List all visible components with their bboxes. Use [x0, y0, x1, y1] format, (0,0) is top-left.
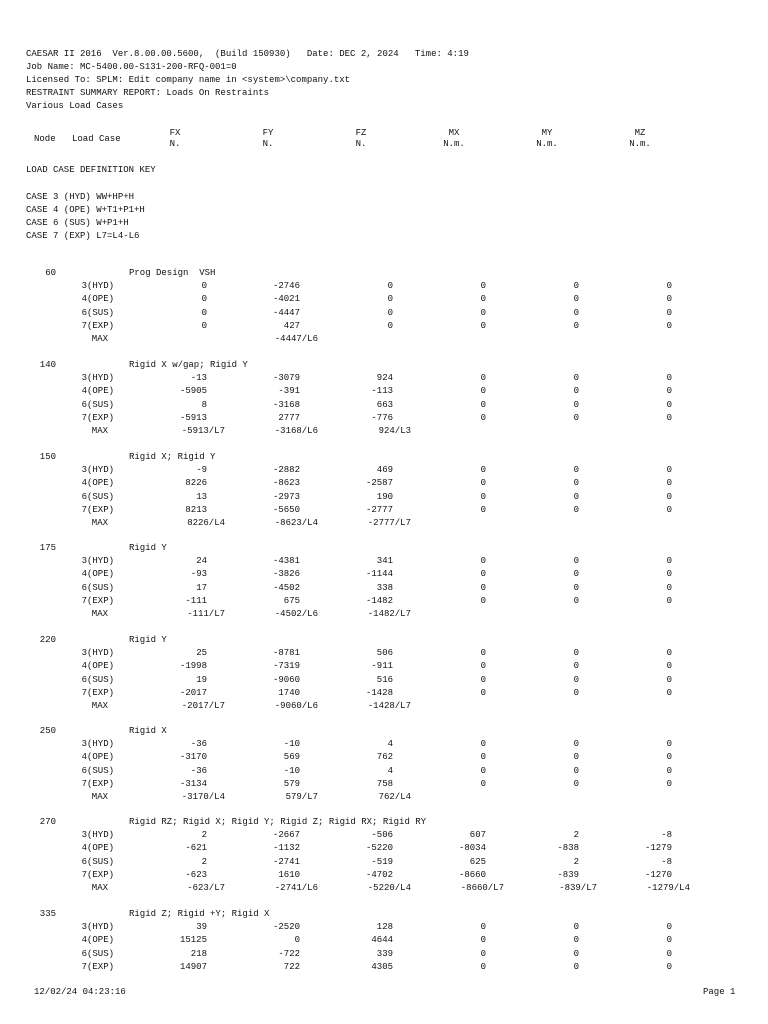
load-value: -911: [371, 661, 393, 672]
load-value: 0: [573, 661, 579, 672]
load-value: 0: [480, 752, 486, 763]
load-value: 0: [573, 765, 579, 776]
load-value: -838: [557, 843, 579, 854]
load-value: 0: [480, 478, 486, 489]
load-value: -9060: [272, 674, 300, 685]
load-value: -8660/L7: [460, 883, 504, 893]
restraint-type: Rigid X: [129, 726, 167, 736]
load-value: -839: [557, 869, 579, 880]
load-value: 1740: [278, 687, 300, 698]
load-value: 0: [666, 922, 672, 933]
load-case-definition: CASE 7 (EXP) L7=L4-L6: [26, 231, 140, 241]
load-value: 675: [283, 595, 300, 606]
load-value: -621: [185, 843, 207, 854]
load-value: -4502/L6: [274, 609, 318, 619]
load-value: -391: [278, 386, 300, 397]
load-case-label: 6(SUS): [81, 307, 114, 318]
load-value: 516: [376, 674, 393, 685]
report-program-line: CAESAR II 2016 Ver.8.00.00.5600, (Build 150930) Date: DEC 2, 2024 Time: 4:19: [26, 49, 469, 59]
load-value: 338: [376, 582, 393, 593]
load-value: 15125: [179, 935, 207, 946]
load-value: -8: [661, 856, 672, 867]
node-number: 150: [39, 452, 56, 462]
load-value: -2017: [179, 687, 207, 698]
load-value: 2: [573, 856, 579, 867]
load-value: 0: [573, 412, 579, 423]
load-value: -2667: [272, 830, 300, 841]
load-value: 0: [387, 307, 393, 318]
load-value: 0: [480, 491, 486, 502]
load-value: 0: [573, 948, 579, 959]
load-case-definition: CASE 3 (HYD) WW+HP+H: [26, 192, 135, 202]
load-value: 0: [480, 778, 486, 789]
load-value: 663: [376, 399, 393, 410]
restraint-type: Rigid X w/gap; Rigid Y: [129, 360, 248, 370]
load-value: 0: [666, 778, 672, 789]
load-value: -2741/L6: [274, 883, 318, 893]
load-case-label: 4(OPE): [81, 752, 114, 763]
load-value: 218: [190, 948, 207, 959]
load-value: -1144: [365, 569, 393, 580]
load-value: -2882: [272, 465, 300, 476]
load-value: 0: [480, 504, 486, 515]
load-value: 0: [201, 320, 207, 331]
load-value: 8: [201, 399, 207, 410]
max-row-label: MAX: [91, 609, 108, 619]
load-value: -1279/L4: [646, 883, 690, 893]
load-case-label: 4(OPE): [81, 935, 114, 946]
load-value: 0: [480, 687, 486, 698]
node-number: 335: [39, 909, 56, 919]
load-value: 0: [666, 556, 672, 567]
load-value: 0: [573, 674, 579, 685]
load-case-label: 7(EXP): [81, 504, 114, 515]
load-value: 0: [201, 294, 207, 305]
load-value: 607: [469, 830, 486, 841]
load-value: -3168: [272, 399, 300, 410]
column-header-fy: FY: [262, 128, 274, 138]
load-value: 0: [480, 399, 486, 410]
load-value: -8660: [458, 869, 486, 880]
load-value: 0: [294, 935, 300, 946]
load-value: 0: [666, 569, 672, 580]
load-value: -4021: [272, 294, 300, 305]
load-value: -3826: [272, 569, 300, 580]
load-value: 0: [387, 320, 393, 331]
load-value: 469: [376, 465, 393, 476]
load-case-label: 4(OPE): [81, 294, 114, 305]
column-header-mz-unit: N.m.: [629, 139, 651, 149]
restraint-type: Rigid RZ; Rigid X; Rigid Y; Rigid Z; Rigid RX; Rigid RY: [129, 817, 427, 827]
load-value: 0: [573, 648, 579, 659]
load-value: -5650: [272, 504, 300, 515]
load-value: -8623: [272, 478, 300, 489]
load-value: -13: [190, 373, 207, 384]
load-value: 0: [573, 778, 579, 789]
load-value: 190: [376, 491, 393, 502]
load-value: -2973: [272, 491, 300, 502]
restraint-type: Rigid Z; Rigid +Y; Rigid X: [129, 909, 270, 919]
restraint-type: Rigid Y: [129, 543, 167, 553]
load-value: -2520: [272, 922, 300, 933]
load-value: 0: [666, 412, 672, 423]
load-value: 0: [666, 307, 672, 318]
load-value: 19: [196, 674, 207, 685]
load-value: -776: [371, 412, 393, 423]
load-value: 0: [666, 386, 672, 397]
load-value: 0: [480, 582, 486, 593]
load-value: 24: [196, 556, 207, 567]
load-case-label: 4(OPE): [81, 661, 114, 672]
load-value: 2: [201, 830, 207, 841]
load-value: -5913/L7: [181, 426, 225, 436]
load-case-label: 6(SUS): [81, 674, 114, 685]
load-value: 0: [480, 281, 486, 292]
load-value: 0: [480, 307, 486, 318]
load-value: 0: [480, 556, 486, 567]
load-value: 0: [480, 935, 486, 946]
load-case-label: 7(EXP): [81, 869, 114, 880]
load-value: 128: [376, 922, 393, 933]
load-value: -5913: [179, 412, 207, 423]
load-value: 625: [469, 856, 486, 867]
report-title: RESTRAINT SUMMARY REPORT: Loads On Restraints: [26, 88, 270, 98]
load-value: 0: [480, 465, 486, 476]
load-value: 0: [573, 935, 579, 946]
load-value: 0: [666, 935, 672, 946]
load-value: -8623/L4: [274, 518, 318, 528]
load-value: 0: [573, 687, 579, 698]
load-value: 0: [573, 373, 579, 384]
load-case-label: 3(HYD): [81, 922, 114, 933]
load-value: 762: [376, 752, 393, 763]
load-case-label: 4(OPE): [81, 843, 114, 854]
load-value: 0: [573, 752, 579, 763]
load-case-label: 4(OPE): [81, 569, 114, 580]
report-subtitle: Various Load Cases: [26, 101, 124, 111]
load-value: 0: [666, 399, 672, 410]
load-value: 0: [666, 320, 672, 331]
load-value: 0: [573, 294, 579, 305]
load-value: 341: [376, 556, 393, 567]
load-value: 8226/L4: [187, 518, 225, 528]
load-value: 0: [666, 752, 672, 763]
load-value: -3079: [272, 373, 300, 384]
load-case-label: 3(HYD): [81, 373, 114, 384]
column-header-fy-unit: N.: [262, 139, 274, 149]
load-value: 0: [573, 582, 579, 593]
load-value: -8034: [458, 843, 486, 854]
load-value: 0: [666, 294, 672, 305]
load-case-label: 3(HYD): [81, 281, 114, 292]
load-value: 924: [376, 373, 393, 384]
load-value: 0: [666, 961, 672, 972]
load-value: 25: [196, 648, 207, 659]
load-value: 4: [387, 739, 393, 750]
report-license: Licensed To: SPLM: Edit company name in <system>\company.txt: [26, 75, 351, 85]
load-value: 0: [573, 386, 579, 397]
load-value: 0: [666, 465, 672, 476]
load-value: -5220/L4: [367, 883, 411, 893]
load-value: 0: [573, 595, 579, 606]
node-number: 140: [39, 360, 56, 370]
load-value: 2777: [278, 412, 300, 423]
load-value: 0: [573, 320, 579, 331]
load-value: 339: [376, 948, 393, 959]
load-value: 0: [666, 478, 672, 489]
load-value: 0: [480, 412, 486, 423]
load-case-definition: CASE 6 (SUS) W+P1+H: [26, 218, 129, 228]
load-value: -2741: [272, 856, 300, 867]
load-case-label: 6(SUS): [81, 765, 114, 776]
load-value: -722: [278, 948, 300, 959]
load-case-label: 3(HYD): [81, 739, 114, 750]
node-number: 250: [39, 726, 56, 736]
load-value: 4: [387, 765, 393, 776]
load-value: -4502: [272, 582, 300, 593]
load-value: -2777/L7: [367, 518, 411, 528]
load-value: 0: [666, 491, 672, 502]
load-case-label: 3(HYD): [81, 830, 114, 841]
load-value: 0: [480, 674, 486, 685]
node-number: 175: [39, 543, 56, 553]
load-value: -4447: [272, 307, 300, 318]
load-value: 427: [283, 320, 300, 331]
node-number: 270: [39, 817, 56, 827]
load-value: 0: [480, 320, 486, 331]
load-value: 0: [666, 687, 672, 698]
load-value: -2777: [365, 504, 393, 515]
load-value: 0: [573, 922, 579, 933]
load-value: 4644: [371, 935, 393, 946]
load-value: 14907: [179, 961, 207, 972]
column-header-node: Node: [34, 134, 56, 144]
load-value: 2: [573, 830, 579, 841]
load-value: -3170: [179, 752, 207, 763]
load-value: 0: [573, 465, 579, 476]
load-value: 0: [480, 739, 486, 750]
load-value: -2746: [272, 281, 300, 292]
load-value: 0: [573, 556, 579, 567]
load-value: -1998: [179, 661, 207, 672]
load-value: 0: [201, 281, 207, 292]
load-value: 758: [376, 778, 393, 789]
load-case-definition: CASE 4 (OPE) W+T1+P1+H: [26, 205, 145, 215]
load-value: 0: [480, 948, 486, 959]
load-value: 0: [480, 569, 486, 580]
load-value: 0: [666, 504, 672, 515]
column-header-my: MY: [541, 128, 553, 138]
load-value: -9060/L6: [274, 701, 318, 711]
column-header-fz: FZ: [355, 128, 367, 138]
restraint-type: Prog Design VSH: [129, 268, 216, 278]
load-value: -111: [185, 595, 207, 606]
load-value: 13: [196, 491, 207, 502]
load-value: 0: [480, 386, 486, 397]
load-value: 0: [573, 504, 579, 515]
load-value: -113: [371, 386, 393, 397]
load-value: -111/L7: [187, 609, 225, 619]
footer-page-number: Page 1: [703, 987, 736, 997]
column-header-mx: MX: [448, 128, 460, 138]
max-row-label: MAX: [91, 883, 108, 893]
column-header-fz-unit: N.: [355, 139, 367, 149]
load-value: 0: [573, 307, 579, 318]
max-row-label: MAX: [91, 334, 108, 344]
load-case-label: 6(SUS): [81, 399, 114, 410]
load-value: 0: [573, 281, 579, 292]
load-value: -3134: [179, 778, 207, 789]
load-value: -1132: [272, 843, 300, 854]
load-value: -10: [283, 765, 300, 776]
load-case-label: 7(EXP): [81, 412, 114, 423]
load-value: 0: [480, 595, 486, 606]
load-value: 0: [201, 307, 207, 318]
load-value: 0: [387, 281, 393, 292]
load-value: 0: [573, 491, 579, 502]
load-value: 4305: [371, 961, 393, 972]
load-value: -519: [371, 856, 393, 867]
load-value: -7319: [272, 661, 300, 672]
load-value: -5905: [179, 386, 207, 397]
load-value: 0: [573, 961, 579, 972]
load-case-label: 3(HYD): [81, 648, 114, 659]
load-value: 0: [480, 922, 486, 933]
max-row-label: MAX: [91, 426, 108, 436]
load-value: -93: [190, 569, 207, 580]
load-value: 0: [480, 961, 486, 972]
load-value: 2: [201, 856, 207, 867]
load-value: 0: [666, 648, 672, 659]
column-header-mx-unit: N.m.: [443, 139, 465, 149]
load-case-label: 6(SUS): [81, 582, 114, 593]
load-value: -839/L7: [559, 883, 597, 893]
load-value: 0: [666, 281, 672, 292]
load-value: 0: [573, 399, 579, 410]
load-value: -36: [190, 739, 207, 750]
load-case-key-title: LOAD CASE DEFINITION KEY: [26, 165, 156, 175]
load-value: 569: [283, 752, 300, 763]
report-job-name: Job Name: MC-5400.00-S131-200-RFQ-001=0: [26, 62, 237, 72]
load-value: 8213: [185, 504, 207, 515]
load-value: -1482/L7: [367, 609, 411, 619]
max-row-label: MAX: [91, 701, 108, 711]
load-value: 0: [666, 674, 672, 685]
load-value: -8: [661, 830, 672, 841]
load-value: 762/L4: [378, 792, 411, 802]
column-header-fx-unit: N.: [169, 139, 181, 149]
load-value: 722: [283, 961, 300, 972]
load-value: 0: [666, 765, 672, 776]
footer-timestamp: 12/02/24 04:23:16: [34, 987, 126, 997]
load-value: -36: [190, 765, 207, 776]
load-value: -1270: [644, 869, 672, 880]
load-value: -10: [283, 739, 300, 750]
load-value: 579: [283, 778, 300, 789]
load-value: 0: [480, 765, 486, 776]
load-value: 1610: [278, 869, 300, 880]
column-header-mz: MZ: [634, 128, 646, 138]
restraint-type: Rigid Y: [129, 635, 167, 645]
max-row-label: MAX: [91, 518, 108, 528]
load-value: -1428: [365, 687, 393, 698]
load-value: 924/L3: [378, 426, 411, 436]
load-value: -4702: [365, 869, 393, 880]
restraint-type: Rigid X; Rigid Y: [129, 452, 216, 462]
load-value: 0: [573, 569, 579, 580]
load-value: 8226: [185, 478, 207, 489]
load-case-label: 4(OPE): [81, 386, 114, 397]
load-value: -623/L7: [187, 883, 225, 893]
load-case-label: 4(OPE): [81, 478, 114, 489]
load-value: 0: [666, 373, 672, 384]
load-value: 0: [387, 294, 393, 305]
load-value: -2017/L7: [181, 701, 225, 711]
load-value: 506: [376, 648, 393, 659]
load-case-label: 3(HYD): [81, 556, 114, 567]
load-value: -1428/L7: [367, 701, 411, 711]
load-value: -9: [196, 465, 207, 476]
load-value: -2587: [365, 478, 393, 489]
load-value: -1482: [365, 595, 393, 606]
node-number: 220: [39, 635, 56, 645]
load-case-label: 7(EXP): [81, 595, 114, 606]
load-case-label: 6(SUS): [81, 856, 114, 867]
load-case-label: 7(EXP): [81, 320, 114, 331]
load-value: 0: [666, 948, 672, 959]
load-value: -623: [185, 869, 207, 880]
load-value: 0: [666, 739, 672, 750]
load-value: -4447/L6: [274, 334, 318, 344]
load-value: 579/L7: [285, 792, 318, 802]
load-value: 0: [573, 478, 579, 489]
max-row-label: MAX: [91, 792, 108, 802]
column-header-load-case: Load Case: [72, 134, 121, 144]
load-value: 0: [666, 582, 672, 593]
load-value: -1279: [644, 843, 672, 854]
column-header-fx: FX: [169, 128, 181, 138]
load-value: -8781: [272, 648, 300, 659]
load-value: 0: [480, 661, 486, 672]
load-case-label: 3(HYD): [81, 465, 114, 476]
load-value: 0: [480, 294, 486, 305]
load-case-label: 7(EXP): [81, 961, 114, 972]
load-value: 0: [573, 739, 579, 750]
load-value: -3170/L4: [181, 792, 225, 802]
load-value: 39: [196, 922, 207, 933]
load-value: -4381: [272, 556, 300, 567]
load-value: 0: [480, 648, 486, 659]
load-case-label: 7(EXP): [81, 687, 114, 698]
load-value: 17: [196, 582, 207, 593]
load-value: -506: [371, 830, 393, 841]
load-case-label: 6(SUS): [81, 948, 114, 959]
load-case-label: 6(SUS): [81, 491, 114, 502]
node-number: 60: [45, 268, 56, 278]
load-value: 0: [480, 373, 486, 384]
load-case-label: 7(EXP): [81, 778, 114, 789]
load-value: 0: [666, 595, 672, 606]
load-value: 0: [666, 661, 672, 672]
load-value: -5220: [365, 843, 393, 854]
column-header-my-unit: N.m.: [536, 139, 558, 149]
load-value: -3168/L6: [274, 426, 318, 436]
